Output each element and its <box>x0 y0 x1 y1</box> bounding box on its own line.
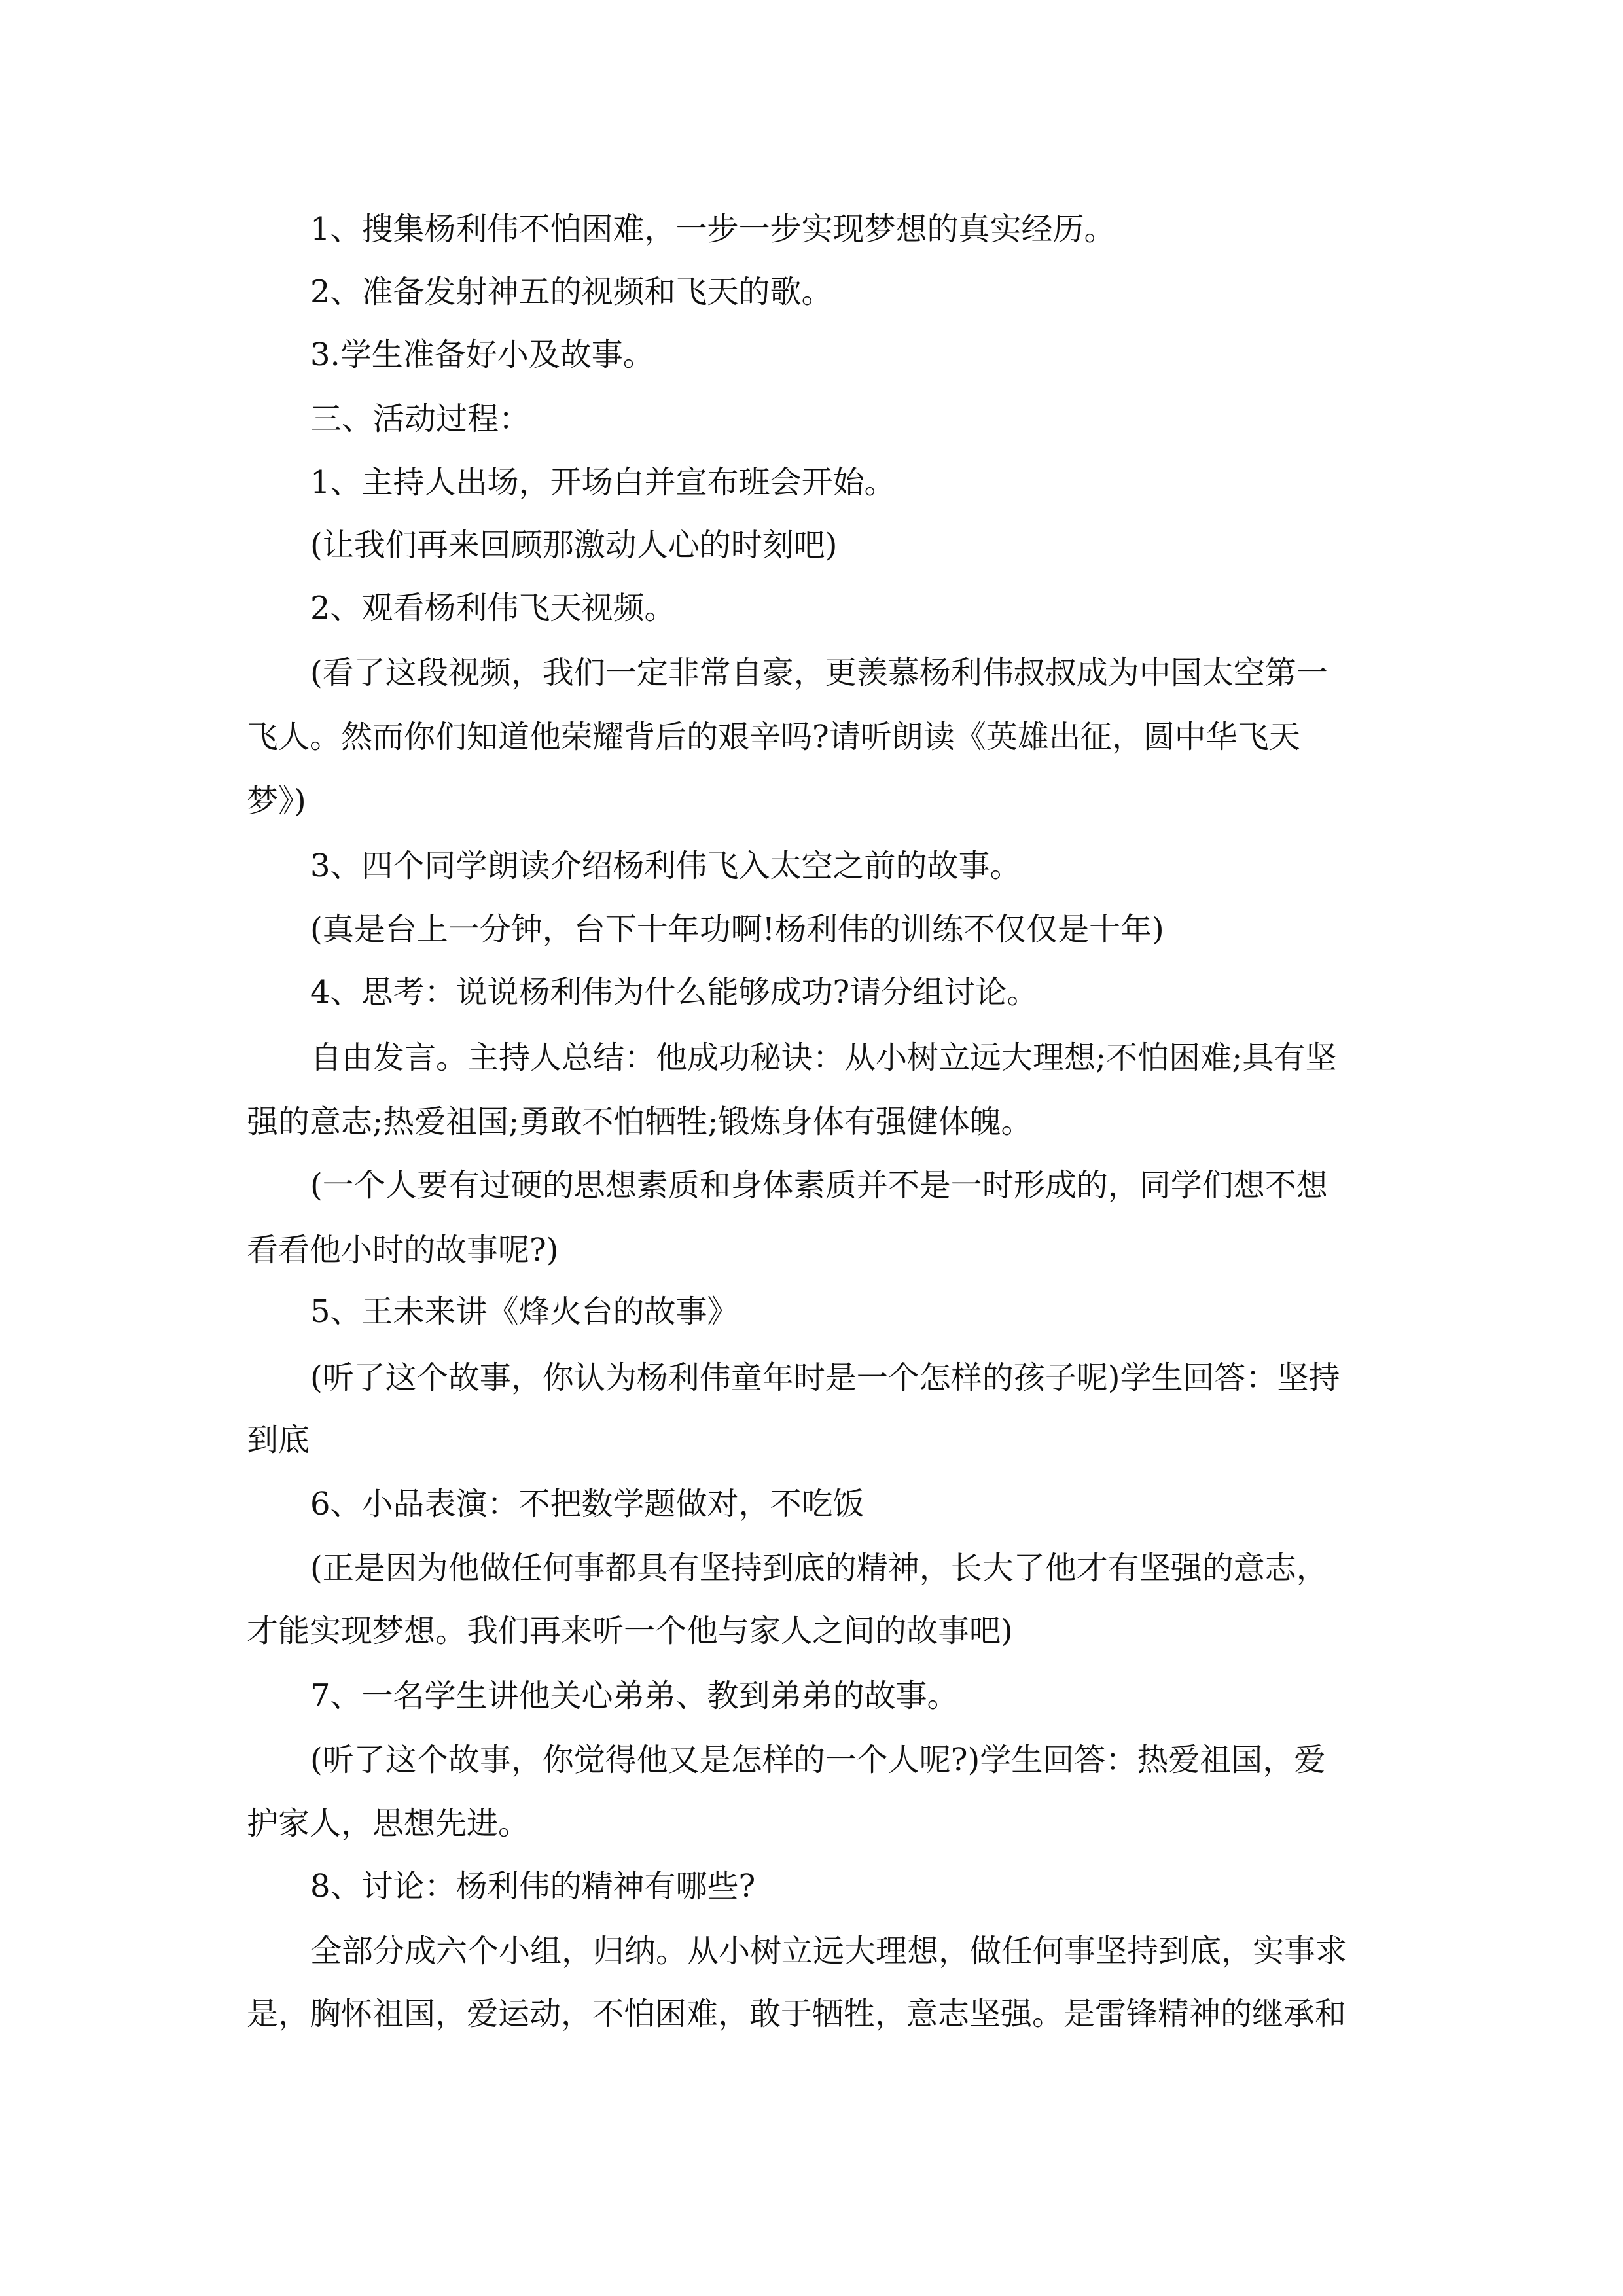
text-line: 2、观看杨利伟飞天视频。 <box>310 590 676 626</box>
text-line: 4、思考：说说杨利伟为什么能够成功?请分组讨论。 <box>310 974 1039 1011</box>
text-line: (让我们再来回顾那激动人心的时刻吧) <box>310 527 838 564</box>
text-line: 才能实现梦想。我们再来听一个他与家人之间的故事吧) <box>247 1613 1013 1649</box>
text-line: 全部分成六个小组，归纳。从小树立远大理想，做任何事坚持到底，实事求 <box>310 1933 1347 1969</box>
text-line: 6、小品表演：不把数学题做对，不吃饭 <box>310 1486 865 1522</box>
text-line: 1、搜集杨利伟不怕困难，一步一步实现梦想的真实经历。 <box>310 211 1116 247</box>
text-line: 梦》) <box>247 783 306 819</box>
text-line: (真是台上一分钟，台下十年功啊!杨利伟的训练不仅仅是十年) <box>310 911 1164 948</box>
text-line: 7、一名学生讲他关心弟弟、教到弟弟的故事。 <box>310 1677 959 1714</box>
text-line: (正是因为他做任何事都具有坚持到底的精神，长大了他才有坚强的意志， <box>310 1550 1328 1587</box>
text-line: 护家人，思想先进。 <box>247 1805 530 1842</box>
text-line: 飞人。然而你们知道他荣耀背后的艰辛吗?请听朗读《英雄出征，圆中华飞天 <box>247 719 1300 755</box>
text-line: 3.学生准备好小及故事。 <box>310 336 654 373</box>
text-line: (看了这段视频，我们一定非常自豪，更羡慕杨利伟叔叔成为中国太空第一 <box>310 655 1328 691</box>
text-line: 看看他小时的故事呢?) <box>247 1232 559 1268</box>
text-line: 8、讨论：杨利伟的精神有哪些? <box>310 1868 756 1905</box>
text-line: 强的意志;热爱祖国;勇敢不怕牺牲;锻炼身体有强健体魄。 <box>247 1103 1033 1140</box>
text-line: (一个人要有过硬的思想素质和身体素质并不是一时形成的，同学们想不想 <box>310 1167 1328 1204</box>
text-line: 2、准备发射神五的视频和飞天的歌。 <box>310 274 833 310</box>
section-heading: 三、活动过程： <box>310 401 531 437</box>
text-line: (听了这个故事，你觉得他又是怎样的一个人呢?)学生回答：热爱祖国，爱 <box>310 1742 1326 1778</box>
text-line: 是，胸怀祖国，爱运动，不怕困难，敢于牺牲，意志坚强。是雷锋精神的继承和 <box>247 1996 1347 2032</box>
text-line: 1、主持人出场，开场白并宣布班会开始。 <box>310 464 896 501</box>
text-line: (听了这个故事，你认为杨利伟童年时是一个怎样的孩子呢)学生回答：坚持 <box>310 1359 1340 1396</box>
text-line: 自由发言。主持人总结：他成功秘诀：从小树立远大理想;不怕困难;具有坚 <box>310 1039 1337 1076</box>
text-line: 5、王未来讲《烽火台的故事》 <box>310 1293 739 1330</box>
text-line: 到底 <box>247 1422 310 1458</box>
text-line: 3、四个同学朗读介绍杨利伟飞入太空之前的故事。 <box>310 848 1022 884</box>
